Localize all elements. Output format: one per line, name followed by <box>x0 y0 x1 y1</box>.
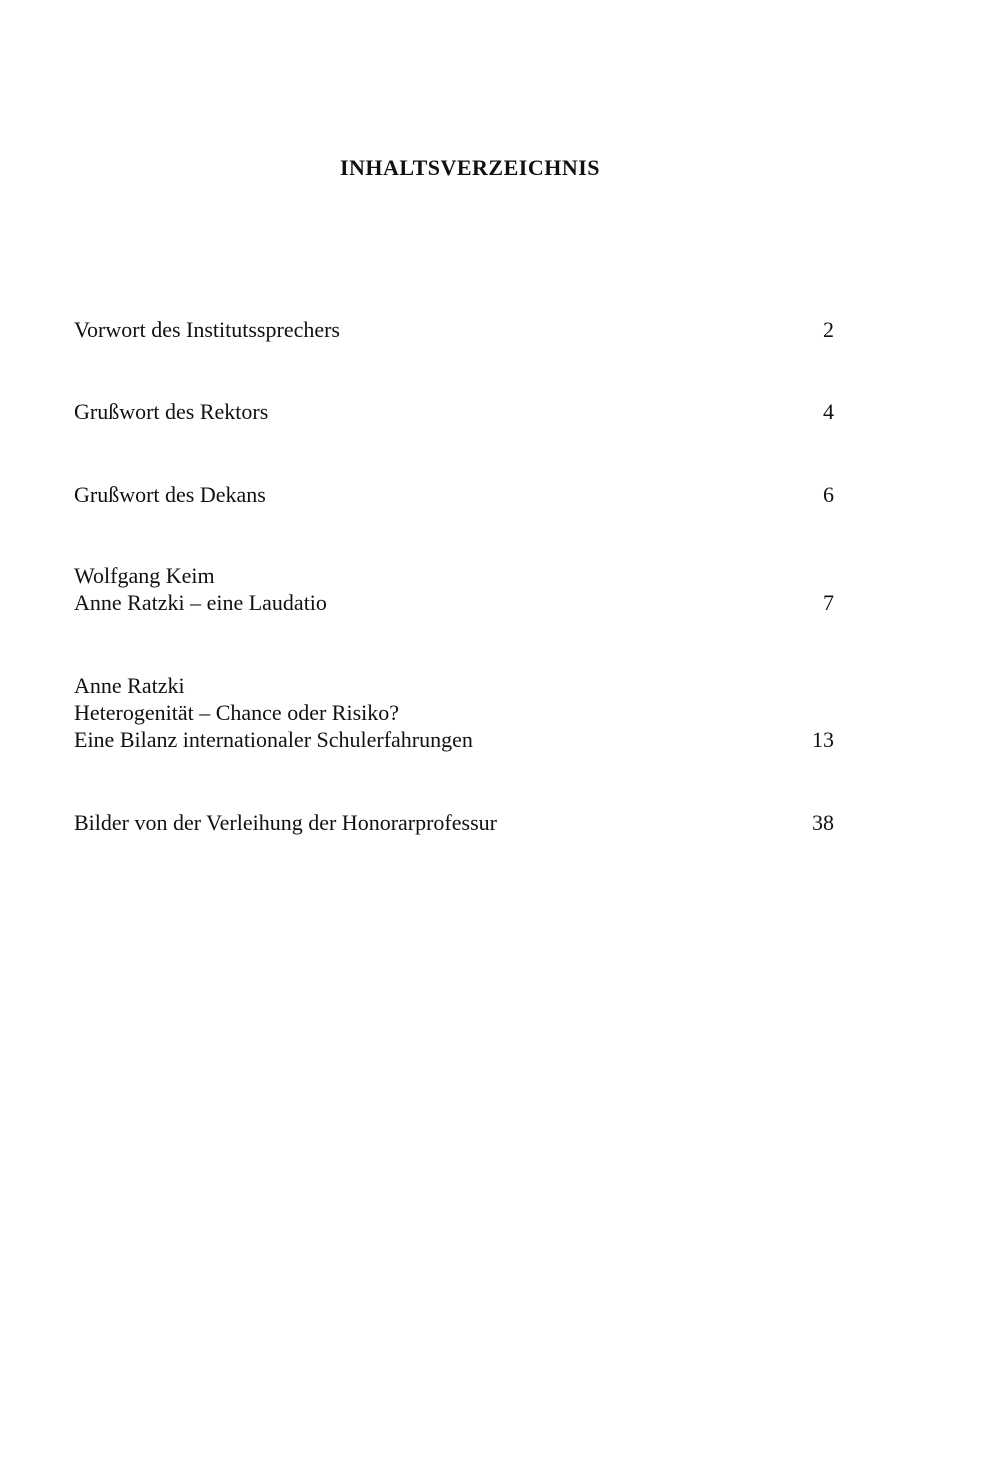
toc-entry-author: Anne Ratzki <box>74 673 185 698</box>
toc-page-number: 6 <box>823 482 834 507</box>
toc-entry <box>74 398 844 425</box>
toc-page-number: 4 <box>823 399 834 424</box>
toc-entry <box>74 809 844 836</box>
toc-page-number: 38 <box>812 810 834 835</box>
toc-entry-author: Wolfgang Keim <box>74 563 215 588</box>
toc-entry-title: Grußwort des Dekans <box>74 482 266 507</box>
toc-entry <box>74 672 844 753</box>
toc-page-number: 2 <box>823 317 834 342</box>
toc-entry <box>74 316 844 343</box>
toc-entry-title: Anne Ratzki – eine Laudatio <box>74 590 327 615</box>
toc-entry-title: Grußwort des Rektors <box>74 399 269 424</box>
toc-entry <box>74 481 844 508</box>
toc-entry-title: Vorwort des Institutssprechers <box>74 317 340 342</box>
toc-page-number: 7 <box>823 590 834 615</box>
page-title: INHALTSVERZEICHNIS <box>339 155 601 180</box>
toc-entry-title: Bilder von der Verleihung der Honorarprofessur <box>74 810 497 835</box>
toc-page-number: 13 <box>812 727 834 752</box>
toc-entry-title: Heterogenität – Chance oder Risiko? <box>74 700 400 725</box>
toc-entry <box>74 562 844 616</box>
toc-entry-subtitle: Eine Bilanz internationaler Schulerfahrungen <box>74 727 473 752</box>
